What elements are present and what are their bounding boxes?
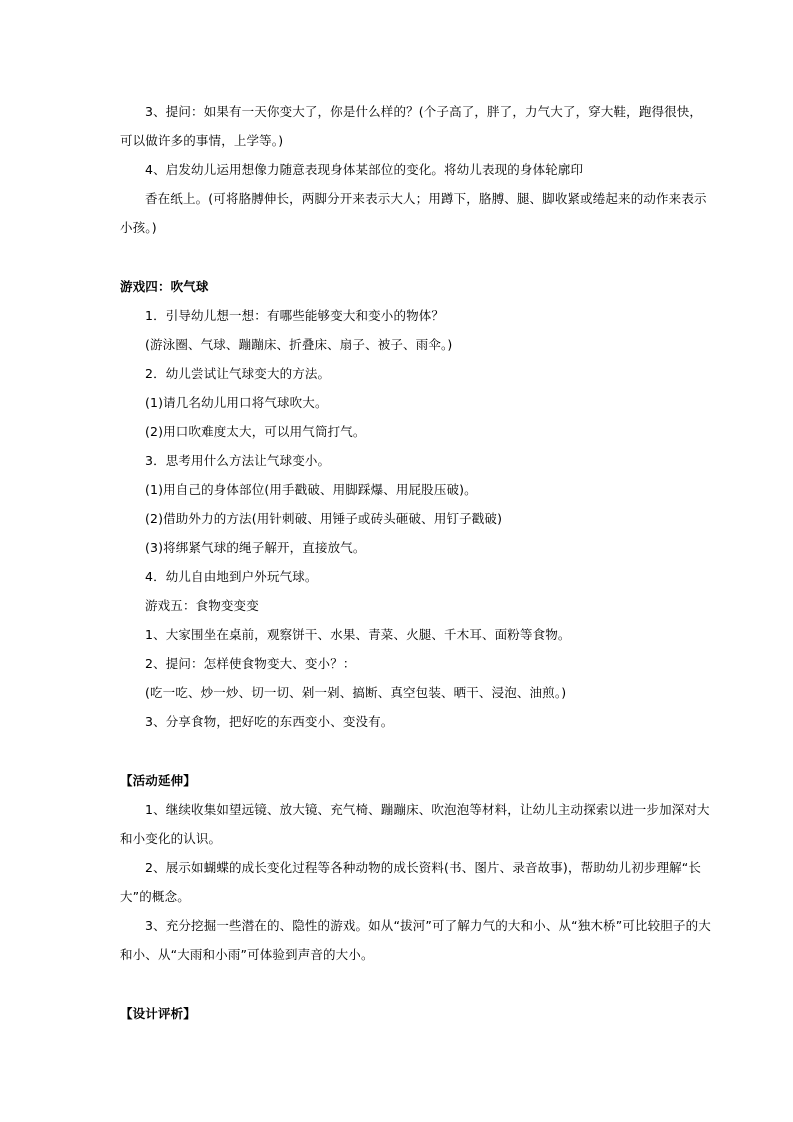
game5-item3: 3、分享食物，把好吃的东西变小、变没有。 — [145, 714, 394, 729]
extension-item2-line2: 大”的概念。 — [120, 889, 190, 904]
extension-title: 【活动延伸】 — [120, 773, 196, 788]
game5-item2-note: (吃一吃、炒一炒、切一切、剁一剁、搞断、真空包装、晒干、浸泡、油煎。) — [145, 685, 567, 700]
game4-step4: 4．幼儿自由地到户外玩气球。 — [145, 569, 318, 584]
game4-title: 游戏四：吹气球 — [120, 279, 209, 294]
game4-step3-c: (3)将绑紧气球的绳子解开，直接放气。 — [145, 540, 366, 555]
s3-item3-line2: 可以做许多的事情，上学等。) — [120, 133, 284, 148]
game5-item1: 1、大家围坐在桌前，观察饼干、水果、青菜、火腿、千木耳、面粉等食物。 — [145, 627, 571, 642]
extension-item1-line1: 1、继续收集如望远镜、放大镜、充气椅、蹦蹦床、吹泡泡等材料，让幼儿主动探索以进一步加深对大 — [145, 802, 710, 817]
game4-step1: 1．引导幼儿想一想：有哪些能够变大和变小的物体？ — [145, 308, 445, 323]
extension-item3-line2: 和小、从“大雨和小雨”可体验到声音的大小。 — [120, 947, 374, 962]
game4-step2-a: (1)请几名幼儿用口将气球吹大。 — [145, 395, 328, 410]
game4-step3-a: (1)用自己的身体部位(用手戳破、用脚踩爆、用屁股压破)。 — [145, 482, 477, 497]
extension-item1-line2: 和小变化的认识。 — [120, 831, 222, 846]
game4-step2-b: (2)用口吹难度太大，可以用气筒打气。 — [145, 424, 366, 439]
game4-step2: 2．幼儿尝试让气球变大的方法。 — [145, 366, 331, 381]
s3-item4-line1: 4、启发幼儿运用想像力随意表现身体某部位的变化。将幼儿表现的身体轮廓印 — [145, 162, 584, 177]
game5-title: 游戏五：食物变变变 — [145, 598, 259, 613]
design-title: 【设计评析】 — [120, 1006, 196, 1021]
game4-step1-note: (游泳圈、气球、蹦蹦床、折叠床、扇子、被子、雨伞。) — [145, 337, 453, 352]
s3-item3-line1: 3、提问：如果有一天你变大了，你是什么样的？(个子高了，胖了，力气大了，穿大鞋，跑得很快， — [145, 104, 703, 119]
s3-item4-line3: 小孩。) — [120, 220, 157, 235]
game4-step3: 3．思考用什么方法让气球变小。 — [145, 453, 331, 468]
game4-step3-b: (2)借助外力的方法(用针刺破、用锤子或砖头砸破、用钉子戳破) — [145, 511, 503, 526]
extension-item3-line1: 3、充分挖掘一些潜在的、隐性的游戏。如从“拔河”可了解力气的大和小、从“独木桥”可比较胆子的大 — [145, 918, 711, 933]
game5-item2: 2、提问：怎样使食物变大、变小？： — [145, 656, 356, 671]
s3-item4-line2: 香在纸上。(可将胳膊伸长，两脚分开来表示大人；用蹲下，胳膊、腿、脚收紧或绻起来的动作来表示 — [145, 191, 707, 206]
extension-item2-line1: 2、展示如蝴蝶的成长变化过程等各种动物的成长资料(书、图片、录音故事)，帮助幼儿初步理解“长 — [145, 860, 702, 875]
